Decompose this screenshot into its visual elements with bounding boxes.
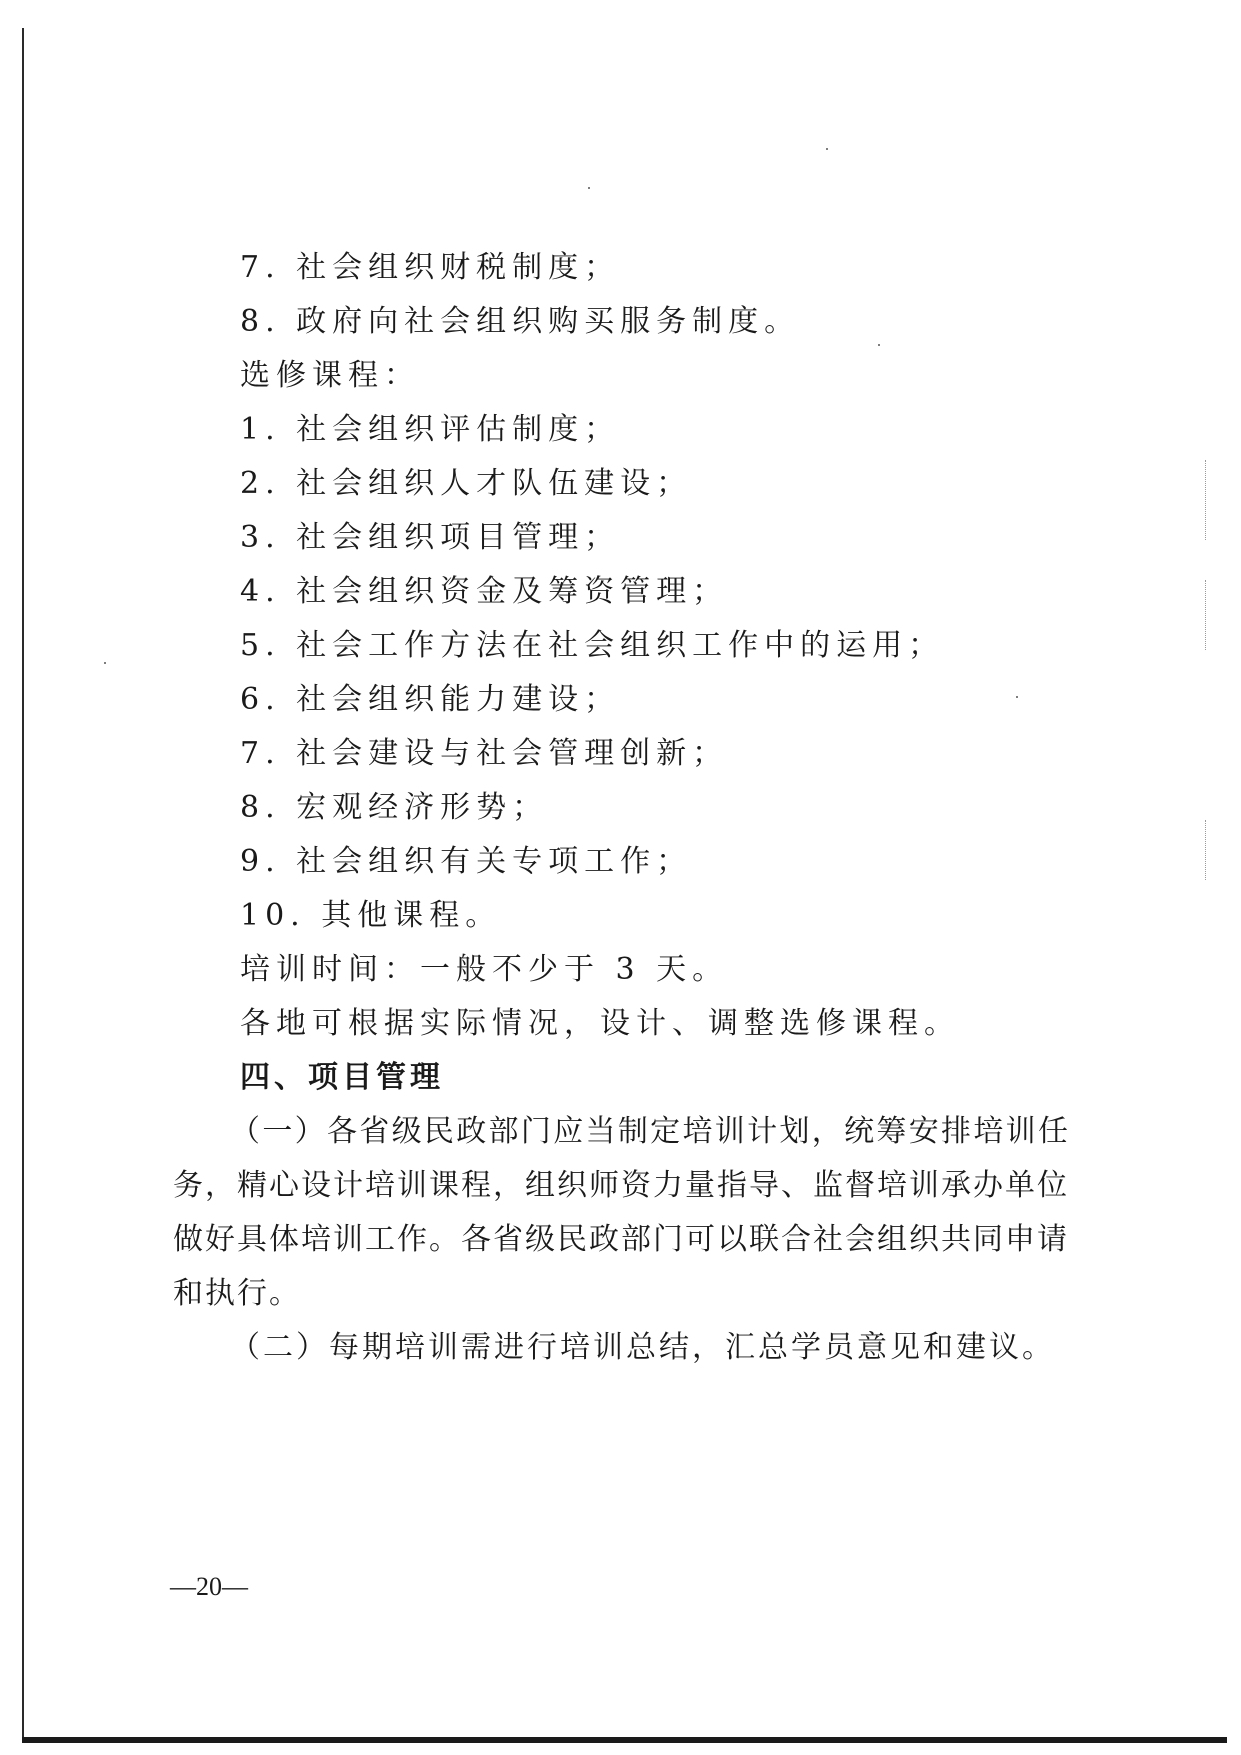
scan-speck — [1016, 696, 1018, 698]
section-heading: 四、项目管理 — [240, 1060, 444, 1095]
text-line-elective-1: 1. 社会组织评估制度； — [240, 412, 621, 447]
paragraph-1-line-4: 和执行。 — [173, 1276, 301, 1311]
scan-speck — [588, 187, 590, 189]
text-line-required-8: 8. 政府向社会组织购买服务制度。 — [240, 304, 801, 339]
adjustment-note-line: 各地可根据实际情况，设计、调整选修课程。 — [240, 1006, 960, 1041]
bottom-margin-rule — [22, 1737, 1227, 1743]
left-margin-rule — [22, 28, 24, 1740]
scan-edge-artifact — [1205, 820, 1207, 880]
scan-edge-artifact — [1205, 460, 1207, 540]
paragraph-2: （二）每期培训需进行培训总结，汇总学员意见和建议。 — [230, 1330, 1055, 1365]
paragraph-1-line-2: 务，精心设计培训课程，组织师资力量指导、监督培训承办单位 — [173, 1168, 1069, 1203]
scan-speck — [826, 148, 828, 150]
text-line-elective-7: 7. 社会建设与社会管理创新； — [240, 736, 729, 771]
scan-edge-artifact — [1205, 580, 1207, 650]
text-line-elective-5: 5. 社会工作方法在社会组织工作中的运用； — [240, 628, 945, 663]
text-line-elective-2: 2. 社会组织人才队伍建设； — [240, 466, 693, 501]
text-line-elective-4: 4. 社会组织资金及筹资管理； — [240, 574, 729, 609]
elective-courses-label: 选修课程： — [240, 358, 420, 393]
text-line-elective-9: 9. 社会组织有关专项工作； — [240, 844, 693, 879]
text-line-elective-3: 3. 社会组织项目管理； — [240, 520, 621, 555]
text-line-required-7: 7. 社会组织财税制度； — [240, 250, 621, 285]
training-duration-line: 培训时间：一般不少于 3 天。 — [240, 952, 729, 987]
text-line-elective-10: 10. 其他课程。 — [240, 898, 502, 933]
paragraph-1-line-3: 做好具体培训工作。各省级民政部门可以联合社会组织共同申请 — [173, 1222, 1069, 1257]
text-line-elective-8: 8. 宏观经济形势； — [240, 790, 549, 825]
page-number: —20— — [170, 1572, 248, 1601]
scan-speck — [104, 662, 106, 664]
text-line-elective-6: 6. 社会组织能力建设； — [240, 682, 621, 717]
paragraph-1-line-1: （一）各省级民政部门应当制定培训计划，统筹安排培训任 — [230, 1114, 1070, 1149]
scan-speck — [878, 344, 880, 346]
